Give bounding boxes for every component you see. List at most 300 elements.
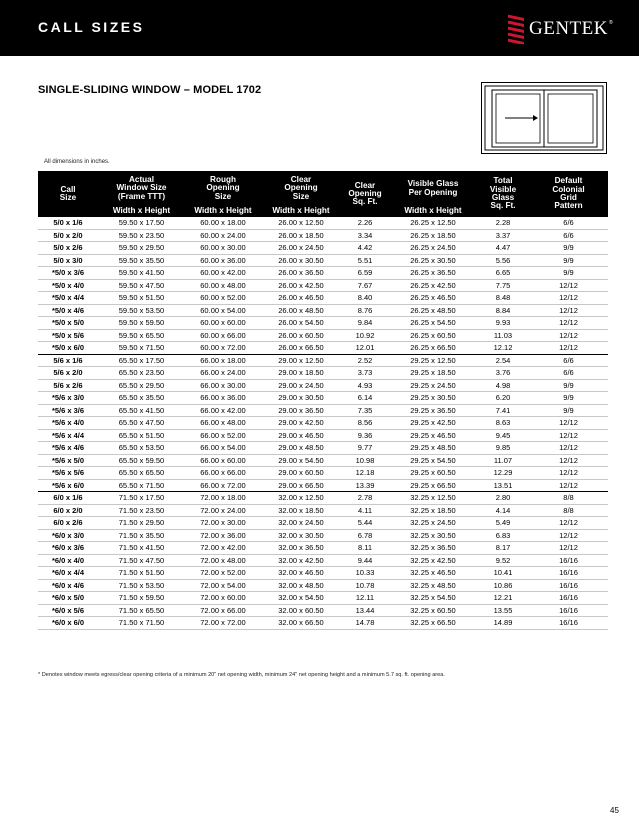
cell-clear-opening: 29.00 x 30.50 [261,392,341,405]
cell-grid-pattern: 12/12 [529,479,608,492]
cell-call-size: 5/6 x 1/6 [38,354,98,367]
cell-total-glass-sqft: 12.29 [477,467,529,480]
cell-clear-opening: 26.00 x 46.50 [261,292,341,305]
cell-visible-glass: 26.25 x 18.50 [389,229,477,242]
cell-call-size: 5/0 x 1/6 [38,217,98,229]
cell-call-size: *6/0 x 4/4 [38,567,98,580]
table-row [38,354,608,367]
subheader-width-x-height: Width x Height [98,206,185,217]
table-row [38,492,608,505]
logo-mark-icon [505,14,527,44]
cell-clear-opening: 29.00 x 60.50 [261,467,341,480]
cell-clear-sqft: 14.78 [341,617,389,630]
cell-visible-glass: 29.25 x 48.50 [389,442,477,455]
cell-call-size: *5/6 x 4/4 [38,429,98,442]
table-row [38,367,608,380]
cell-clear-sqft: 6.59 [341,267,389,280]
cell-rough-opening: 72.00 x 42.00 [185,542,261,555]
cell-rough-opening: 66.00 x 60.00 [185,454,261,467]
cell-clear-sqft: 8.11 [341,542,389,555]
cell-visible-glass: 26.25 x 54.50 [389,317,477,330]
cell-total-glass-sqft: 8.63 [477,417,529,430]
cell-rough-opening: 66.00 x 48.00 [185,417,261,430]
cell-clear-opening: 32.00 x 60.50 [261,604,341,617]
cell-rough-opening: 66.00 x 42.00 [185,404,261,417]
cell-actual-size: 65.50 x 17.50 [98,354,185,367]
table-row [38,392,608,405]
cell-clear-sqft: 2.26 [341,217,389,229]
table-row [38,254,608,267]
cell-visible-glass: 32.25 x 42.50 [389,554,477,567]
cell-clear-opening: 26.00 x 24.50 [261,242,341,255]
cell-clear-sqft: 6.14 [341,392,389,405]
cell-actual-size: 59.50 x 23.50 [98,229,185,242]
table-row [38,242,608,255]
cell-actual-size: 59.50 x 47.50 [98,279,185,292]
table-row [38,329,608,342]
table-row [38,517,608,530]
cell-clear-sqft: 5.51 [341,254,389,267]
cell-clear-opening: 32.00 x 30.50 [261,529,341,542]
cell-clear-sqft: 4.42 [341,242,389,255]
cell-clear-opening: 26.00 x 66.50 [261,342,341,355]
cell-actual-size: 71.50 x 51.50 [98,567,185,580]
cell-call-size: *6/0 x 4/0 [38,554,98,567]
cell-grid-pattern: 12/12 [529,542,608,555]
cell-clear-sqft: 3.34 [341,229,389,242]
cell-call-size: *5/0 x 5/6 [38,329,98,342]
cell-clear-sqft: 12.01 [341,342,389,355]
cell-rough-opening: 60.00 x 60.00 [185,317,261,330]
cell-call-size: *5/6 x 4/6 [38,442,98,455]
cell-clear-opening: 26.00 x 12.50 [261,217,341,229]
cell-clear-opening: 29.00 x 24.50 [261,379,341,392]
cell-visible-glass: 29.25 x 30.50 [389,392,477,405]
cell-clear-opening: 26.00 x 42.50 [261,279,341,292]
cell-call-size: *6/0 x 3/0 [38,529,98,542]
cell-grid-pattern: 12/12 [529,529,608,542]
cell-clear-sqft: 8.56 [341,417,389,430]
cell-clear-opening: 32.00 x 46.50 [261,567,341,580]
cell-call-size: *5/0 x 4/0 [38,279,98,292]
cell-clear-sqft: 8.76 [341,304,389,317]
cell-actual-size: 71.50 x 35.50 [98,529,185,542]
header-call-size: Call Size [38,171,98,217]
cell-visible-glass: 32.25 x 12.50 [389,492,477,505]
subheader-width-x-height: Width x Height [185,206,261,217]
cell-grid-pattern: 12/12 [529,342,608,355]
cell-call-size: *6/0 x 5/0 [38,592,98,605]
cell-actual-size: 65.50 x 53.50 [98,442,185,455]
cell-actual-size: 65.50 x 29.50 [98,379,185,392]
cell-grid-pattern: 16/16 [529,617,608,630]
cell-rough-opening: 72.00 x 72.00 [185,617,261,630]
cell-grid-pattern: 12/12 [529,429,608,442]
cell-rough-opening: 60.00 x 30.00 [185,242,261,255]
cell-visible-glass: 29.25 x 66.50 [389,479,477,492]
cell-clear-opening: 29.00 x 46.50 [261,429,341,442]
cell-call-size: 5/0 x 3/0 [38,254,98,267]
cell-total-glass-sqft: 4.47 [477,242,529,255]
cell-rough-opening: 72.00 x 54.00 [185,579,261,592]
cell-call-size: 6/0 x 1/6 [38,492,98,505]
cell-clear-sqft: 4.11 [341,504,389,517]
cell-clear-sqft: 4.93 [341,379,389,392]
header-default-grid-pattern: Default Colonial Grid Pattern [529,171,608,217]
header-visible-glass: Visible Glass Per Opening [389,171,477,206]
table-row [38,429,608,442]
cell-clear-sqft: 7.35 [341,404,389,417]
header-clear-opening-size: Clear Opening Size [261,171,341,206]
cell-visible-glass: 32.25 x 18.50 [389,504,477,517]
cell-visible-glass: 29.25 x 18.50 [389,367,477,380]
cell-total-glass-sqft: 2.54 [477,354,529,367]
table-row [38,567,608,580]
cell-clear-sqft: 9.36 [341,429,389,442]
cell-clear-opening: 29.00 x 42.50 [261,417,341,430]
cell-visible-glass: 29.25 x 60.50 [389,467,477,480]
cell-actual-size: 65.50 x 59.50 [98,454,185,467]
cell-total-glass-sqft: 7.75 [477,279,529,292]
cell-clear-sqft: 9.44 [341,554,389,567]
cell-actual-size: 59.50 x 29.50 [98,242,185,255]
cell-grid-pattern: 12/12 [529,329,608,342]
cell-total-glass-sqft: 12.21 [477,592,529,605]
cell-total-glass-sqft: 14.89 [477,617,529,630]
header-total-visible-glass: Total Visible Glass Sq. Ft. [477,171,529,217]
cell-total-glass-sqft: 3.37 [477,229,529,242]
cell-total-glass-sqft: 9.45 [477,429,529,442]
cell-call-size: *5/0 x 6/0 [38,342,98,355]
cell-call-size: *6/0 x 5/6 [38,604,98,617]
subheader-width-x-height: Width x Height [261,206,341,217]
cell-rough-opening: 66.00 x 30.00 [185,379,261,392]
cell-actual-size: 65.50 x 65.50 [98,467,185,480]
cell-grid-pattern: 9/9 [529,404,608,417]
cell-total-glass-sqft: 9.85 [477,442,529,455]
cell-rough-opening: 72.00 x 66.00 [185,604,261,617]
cell-call-size: *6/0 x 4/6 [38,579,98,592]
cell-total-glass-sqft: 11.03 [477,329,529,342]
cell-grid-pattern: 6/6 [529,367,608,380]
cell-visible-glass: 26.25 x 60.50 [389,329,477,342]
cell-rough-opening: 72.00 x 30.00 [185,517,261,530]
cell-clear-opening: 32.00 x 18.50 [261,504,341,517]
table-row [38,267,608,280]
cell-actual-size: 59.50 x 35.50 [98,254,185,267]
cell-total-glass-sqft: 7.41 [477,404,529,417]
cell-visible-glass: 26.25 x 46.50 [389,292,477,305]
cell-visible-glass: 26.25 x 12.50 [389,217,477,229]
cell-grid-pattern: 16/16 [529,604,608,617]
cell-actual-size: 65.50 x 23.50 [98,367,185,380]
cell-grid-pattern: 12/12 [529,417,608,430]
cell-clear-opening: 26.00 x 54.50 [261,317,341,330]
cell-clear-opening: 26.00 x 60.50 [261,329,341,342]
cell-actual-size: 71.50 x 23.50 [98,504,185,517]
subheader-width-x-height: Width x Height [389,206,477,217]
table-row [38,292,608,305]
table-row [38,579,608,592]
cell-call-size: *5/6 x 5/6 [38,467,98,480]
cell-clear-opening: 26.00 x 36.50 [261,267,341,280]
cell-visible-glass: 26.25 x 66.50 [389,342,477,355]
cell-grid-pattern: 9/9 [529,267,608,280]
brand-trademark: ® [609,20,613,26]
cell-grid-pattern: 12/12 [529,279,608,292]
cell-clear-sqft: 5.44 [341,517,389,530]
cell-actual-size: 59.50 x 65.50 [98,329,185,342]
cell-actual-size: 65.50 x 35.50 [98,392,185,405]
page-title: CALL SIZES [38,19,145,35]
table-row [38,467,608,480]
cell-clear-sqft: 8.40 [341,292,389,305]
cell-clear-sqft: 10.98 [341,454,389,467]
cell-total-glass-sqft: 10.86 [477,579,529,592]
cell-rough-opening: 60.00 x 54.00 [185,304,261,317]
cell-visible-glass: 32.25 x 24.50 [389,517,477,530]
header-actual-window-size: Actual Window Size (Frame TTT) [98,171,185,206]
cell-rough-opening: 72.00 x 48.00 [185,554,261,567]
cell-total-glass-sqft: 5.56 [477,254,529,267]
cell-clear-opening: 26.00 x 48.50 [261,304,341,317]
cell-clear-opening: 29.00 x 54.50 [261,454,341,467]
sliding-window-icon [481,82,607,154]
egress-footnote: * Denotes window meets egress/clear opening criteria of a minimum 20" net opening width, minimum 24" net opening height and a minimum 5.7 sq. ft. opening area. [38,672,445,678]
page-number: 45 [610,806,619,815]
cell-rough-opening: 72.00 x 36.00 [185,529,261,542]
cell-visible-glass: 32.25 x 36.50 [389,542,477,555]
cell-call-size: *5/6 x 3/6 [38,404,98,417]
table-row [38,304,608,317]
cell-visible-glass: 29.25 x 12.50 [389,354,477,367]
cell-call-size: 5/0 x 2/0 [38,229,98,242]
table-row [38,417,608,430]
cell-grid-pattern: 8/8 [529,492,608,505]
cell-actual-size: 71.50 x 53.50 [98,579,185,592]
call-sizes-table [38,171,608,630]
cell-visible-glass: 32.25 x 54.50 [389,592,477,605]
cell-total-glass-sqft: 12.12 [477,342,529,355]
cell-total-glass-sqft: 4.98 [477,379,529,392]
cell-clear-sqft: 6.78 [341,529,389,542]
cell-call-size: 5/6 x 2/0 [38,367,98,380]
cell-call-size: *5/0 x 4/6 [38,304,98,317]
cell-total-glass-sqft: 2.80 [477,492,529,505]
cell-visible-glass: 26.25 x 48.50 [389,304,477,317]
table-row [38,592,608,605]
table-row [38,229,608,242]
cell-clear-sqft: 12.18 [341,467,389,480]
cell-total-glass-sqft: 3.76 [477,367,529,380]
cell-clear-opening: 32.00 x 12.50 [261,492,341,505]
cell-call-size: 5/6 x 2/6 [38,379,98,392]
section-title: SINGLE-SLIDING WINDOW – MODEL 1702 [38,84,262,96]
cell-total-glass-sqft: 13.51 [477,479,529,492]
cell-grid-pattern: 16/16 [529,554,608,567]
cell-rough-opening: 72.00 x 24.00 [185,504,261,517]
cell-visible-glass: 32.25 x 48.50 [389,579,477,592]
cell-total-glass-sqft: 11.07 [477,454,529,467]
cell-call-size: 5/0 x 2/6 [38,242,98,255]
cell-clear-opening: 26.00 x 18.50 [261,229,341,242]
cell-clear-sqft: 3.73 [341,367,389,380]
cell-rough-opening: 72.00 x 60.00 [185,592,261,605]
cell-grid-pattern: 12/12 [529,454,608,467]
cell-clear-opening: 29.00 x 48.50 [261,442,341,455]
cell-total-glass-sqft: 8.17 [477,542,529,555]
cell-rough-opening: 60.00 x 36.00 [185,254,261,267]
cell-rough-opening: 72.00 x 52.00 [185,567,261,580]
table-row [38,504,608,517]
cell-call-size: *6/0 x 6/0 [38,617,98,630]
cell-clear-opening: 29.00 x 66.50 [261,479,341,492]
cell-grid-pattern: 6/6 [529,217,608,229]
cell-actual-size: 59.50 x 17.50 [98,217,185,229]
cell-clear-sqft: 13.44 [341,604,389,617]
cell-clear-sqft: 12.11 [341,592,389,605]
cell-total-glass-sqft: 5.49 [477,517,529,530]
cell-total-glass-sqft: 9.52 [477,554,529,567]
cell-rough-opening: 60.00 x 48.00 [185,279,261,292]
cell-rough-opening: 60.00 x 52.00 [185,292,261,305]
cell-visible-glass: 29.25 x 36.50 [389,404,477,417]
cell-rough-opening: 60.00 x 42.00 [185,267,261,280]
cell-clear-sqft: 10.33 [341,567,389,580]
cell-clear-opening: 29.00 x 36.50 [261,404,341,417]
table-row [38,454,608,467]
cell-actual-size: 59.50 x 71.50 [98,342,185,355]
cell-grid-pattern: 16/16 [529,592,608,605]
cell-call-size: *5/6 x 4/0 [38,417,98,430]
cell-total-glass-sqft: 6.83 [477,529,529,542]
cell-grid-pattern: 6/6 [529,354,608,367]
table-row [38,554,608,567]
cell-clear-sqft: 9.84 [341,317,389,330]
cell-clear-opening: 29.00 x 12.50 [261,354,341,367]
table-row [38,342,608,355]
cell-total-glass-sqft: 2.28 [477,217,529,229]
cell-total-glass-sqft: 13.55 [477,604,529,617]
cell-rough-opening: 66.00 x 54.00 [185,442,261,455]
cell-call-size: *5/0 x 4/4 [38,292,98,305]
cell-visible-glass: 29.25 x 54.50 [389,454,477,467]
cell-call-size: *5/0 x 5/0 [38,317,98,330]
cell-visible-glass: 26.25 x 36.50 [389,267,477,280]
header-rough-opening-size: Rough Opening Size [185,171,261,206]
cell-total-glass-sqft: 6.65 [477,267,529,280]
cell-grid-pattern: 9/9 [529,242,608,255]
cell-grid-pattern: 9/9 [529,379,608,392]
cell-clear-opening: 32.00 x 66.50 [261,617,341,630]
table-row [38,217,608,229]
cell-actual-size: 71.50 x 47.50 [98,554,185,567]
cell-rough-opening: 60.00 x 18.00 [185,217,261,229]
table-row [38,479,608,492]
cell-actual-size: 65.50 x 71.50 [98,479,185,492]
cell-actual-size: 59.50 x 59.50 [98,317,185,330]
cell-actual-size: 71.50 x 71.50 [98,617,185,630]
table-row [38,442,608,455]
cell-visible-glass: 32.25 x 46.50 [389,567,477,580]
cell-clear-sqft: 10.92 [341,329,389,342]
table-row [38,279,608,292]
table-row [38,529,608,542]
cell-call-size: *5/6 x 3/0 [38,392,98,405]
cell-visible-glass: 32.25 x 60.50 [389,604,477,617]
cell-clear-opening: 26.00 x 30.50 [261,254,341,267]
cell-clear-opening: 32.00 x 54.50 [261,592,341,605]
cell-total-glass-sqft: 9.93 [477,317,529,330]
cell-rough-opening: 66.00 x 18.00 [185,354,261,367]
cell-grid-pattern: 12/12 [529,467,608,480]
cell-actual-size: 71.50 x 29.50 [98,517,185,530]
cell-actual-size: 59.50 x 53.50 [98,304,185,317]
table-row [38,542,608,555]
cell-rough-opening: 66.00 x 66.00 [185,467,261,480]
cell-clear-opening: 32.00 x 42.50 [261,554,341,567]
cell-visible-glass: 29.25 x 42.50 [389,417,477,430]
cell-visible-glass: 32.25 x 66.50 [389,617,477,630]
cell-call-size: 6/0 x 2/6 [38,517,98,530]
brand-name: GENTEK [529,18,608,39]
cell-clear-opening: 32.00 x 24.50 [261,517,341,530]
cell-call-size: *5/6 x 6/0 [38,479,98,492]
cell-actual-size: 59.50 x 51.50 [98,292,185,305]
header-clear-opening-sqft: Clear Opening Sq. Ft. [341,171,389,217]
cell-grid-pattern: 16/16 [529,579,608,592]
cell-call-size: *5/6 x 5/0 [38,454,98,467]
cell-rough-opening: 60.00 x 72.00 [185,342,261,355]
cell-visible-glass: 26.25 x 30.50 [389,254,477,267]
cell-clear-sqft: 13.39 [341,479,389,492]
cell-visible-glass: 29.25 x 24.50 [389,379,477,392]
cell-visible-glass: 29.25 x 46.50 [389,429,477,442]
cell-visible-glass: 26.25 x 24.50 [389,242,477,255]
cell-grid-pattern: 6/6 [529,229,608,242]
cell-rough-opening: 66.00 x 52.00 [185,429,261,442]
cell-total-glass-sqft: 10.41 [477,567,529,580]
table-row [38,617,608,630]
cell-grid-pattern: 12/12 [529,517,608,530]
cell-clear-opening: 29.00 x 18.50 [261,367,341,380]
cell-actual-size: 65.50 x 41.50 [98,404,185,417]
cell-clear-sqft: 2.52 [341,354,389,367]
cell-actual-size: 71.50 x 17.50 [98,492,185,505]
cell-grid-pattern: 12/12 [529,317,608,330]
table-row [38,604,608,617]
cell-call-size: 6/0 x 2/0 [38,504,98,517]
cell-call-size: *5/0 x 3/6 [38,267,98,280]
cell-rough-opening: 66.00 x 36.00 [185,392,261,405]
cell-actual-size: 65.50 x 47.50 [98,417,185,430]
table-row [38,404,608,417]
cell-total-glass-sqft: 6.20 [477,392,529,405]
cell-clear-opening: 32.00 x 48.50 [261,579,341,592]
cell-rough-opening: 66.00 x 24.00 [185,367,261,380]
cell-grid-pattern: 12/12 [529,442,608,455]
table-row [38,317,608,330]
cell-total-glass-sqft: 8.48 [477,292,529,305]
cell-rough-opening: 60.00 x 24.00 [185,229,261,242]
cell-clear-opening: 32.00 x 36.50 [261,542,341,555]
brand-logo [505,14,625,46]
cell-visible-glass: 26.25 x 42.50 [389,279,477,292]
cell-clear-sqft: 9.77 [341,442,389,455]
cell-grid-pattern: 9/9 [529,254,608,267]
cell-clear-sqft: 2.78 [341,492,389,505]
cell-grid-pattern: 9/9 [529,392,608,405]
